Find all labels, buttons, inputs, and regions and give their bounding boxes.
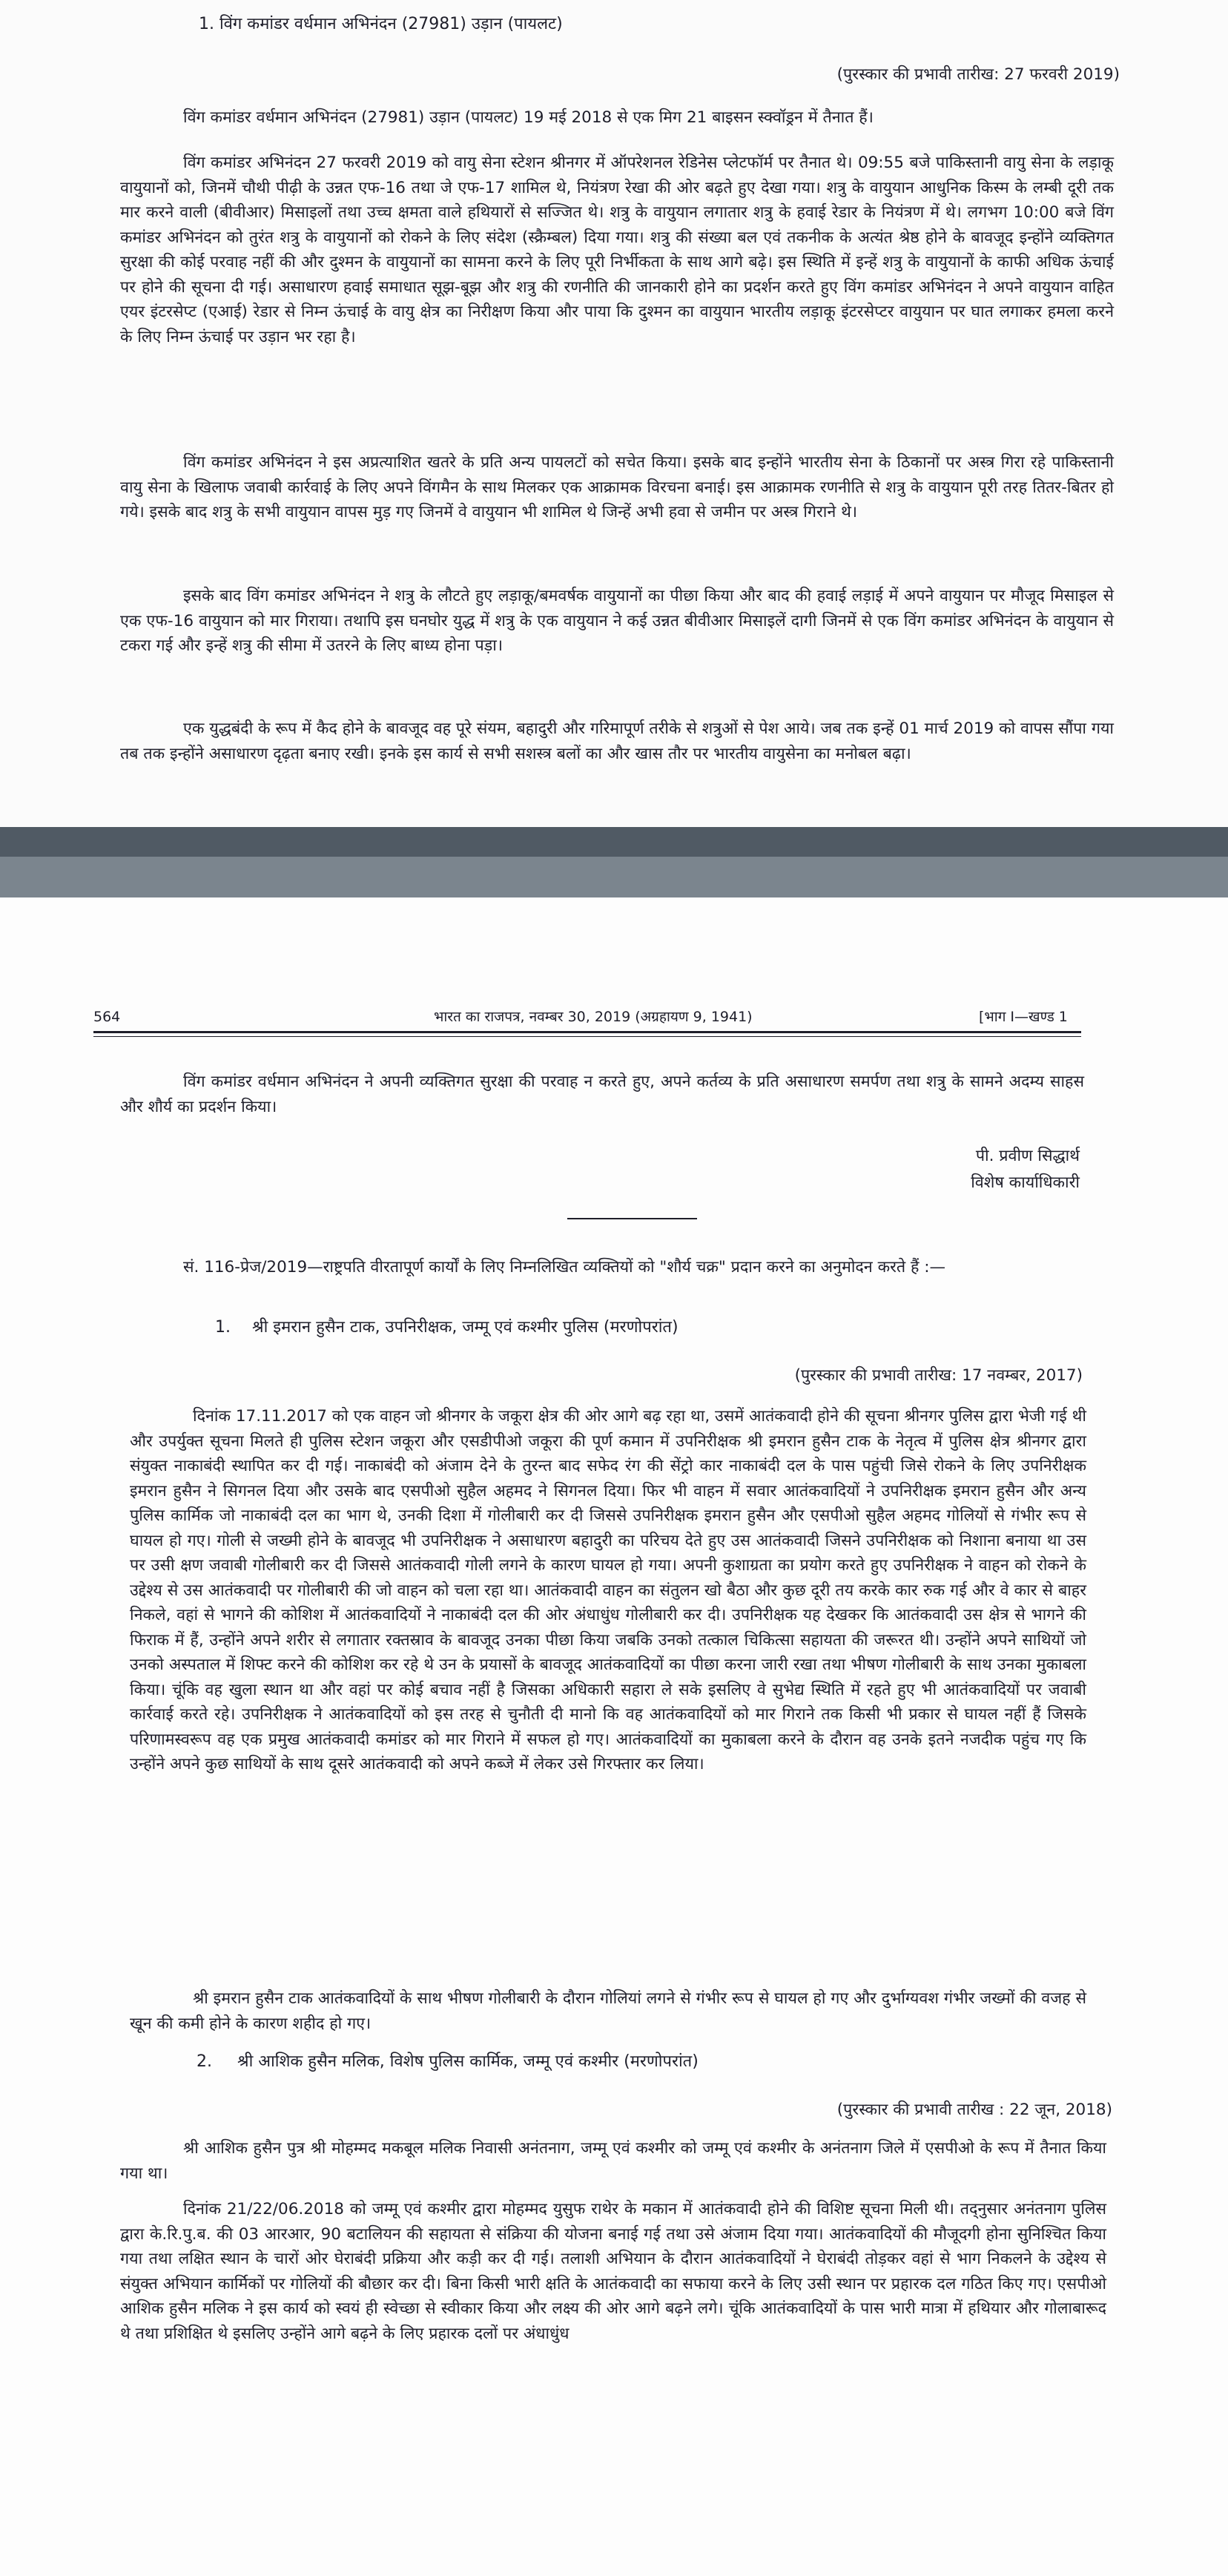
paragraph: इसके बाद विंग कमांडर अभिनंदन ने शत्रु के लौटते हुए लड़ाकू/बमवर्षक वायुयानों का पीछा किया और बाद की हवाई लड़ाई में अपने वायुयान पर मौजूद मिसाइल से एक एफ-16 वायुयान को मार गिराया। तथापि इस घनघोर युद्ध में शत्रु के एक वायुयान ने कई उन्नत बीवीआर मिसाइलें दागी जिनमें से एक विंग कमांडर अभिनंदन के वायुयान से टकरा गई और इन्हें शत्रु की सीमा में उतरने के लिए बाध्य होना पड़ा। <box>120 587 1114 655</box>
scan-edge <box>0 857 1228 901</box>
paragraph: विंग कमांडर अभिनंदन ने इस अप्रत्याशित खतरे के प्रति अन्य पायलटों को सचेत किया। इसके बाद इन्होंने भारतीय सेना के ठिकानों पर अस्त्र गिरा रहे पाकिस्तानी वायु सेना के खिलाफ जवाबी कार्रवाई के लिए अपने विंगमैन के साथ मिलकर एक आक्रामक विरचना बनाई। इस आक्रामक रणनीति से शत्रु के वायुयान पूरी तरह तितर-बितर हो गये। इसके बाद शत्रु के सभी वायुयान वापस मुड़ गए जिनमें वे वायुयान भी शामिल थे जिन्हें अभी हवा से जमीन पर अस्त्र गिराने थे। <box>120 453 1114 521</box>
paragraph: श्री इमरान हुसैन टाक आतंकवादियों के साथ भीषण गोलीबारी के दौरान गोलियां लगने से गंभीर रूप से घायल हो गए और दुर्भाग्यवश गंभीर जख्मों की वजह से खून की कमी होने के कारण शहीद हो गए। <box>130 1989 1086 2033</box>
effective-date: (पुरस्कार की प्रभावी तारीख: 27 फरवरी 2019) <box>836 65 1120 84</box>
paragraph: विंग कमांडर अभिनंदन 27 फरवरी 2019 को वायु सेना स्टेशन श्रीनगर में ऑपरेशनल रेडिनेस प्लेटफॉर्म पर तैनात थे। 09:55 बजे पाकिस्तानी वायु सेना के लड़ाकू वायुयानों को, जिनमें चौथी पीढ़ी के उन्नत एफ-16 तथा जे एफ-17 शामिल थे, नियंत्रण रेखा की ओर बढ़ते हुए देखा गया। शत्रु के वायुयान आधुनिक किस्म के लम्बी दूरी तक मार करने वाली (बीवीआर) मिसाइलों तथा उच्च क्षमता वाले हथियारों से सज्जित थे। शत्रु के वायुयान लगातार शत्रु के हवाई रेडार के नियंत्रण में थे। लगभग 10:00 बजे विंग कमांडर अभिनंदन को तुरंत शत्रु के वायुयानों को रोकने के लिए संदेश (स्क्रैम्बल) दिया गया। शत्रु की संख्या बल एवं तकनीक के अत्यंत श्रेष्ठ होने के बावजूद इन्होंने व्यक्तिगत सुरक्षा की कोई परवाह नहीं की और दुश्मन के वायुयानों का सामना करने के लिए पूरी निर्भीकता के साथ आगे बढ़े। इस स्थिति में इन्हें शत्रु के वायुयानों के काफी अधिक ऊंचाई पर होने की सूचना दी गई। असाधारण हवाई समाधात सूझ-बूझ और शत्रु की रणनीति की जानकारी होने का प्रदर्शन करते हुए विंग कमांडर अभिनंदन ने अपने वायुयान वाहित एयर इंटरसेप्ट (एआई) रेडार से निम्न ऊंचाई के वायु क्षेत्र का निरीक्षण किया और पाया कि दुश्मन का वायुयान भारतीय लड़ाकू इंटरसेप्टर वायुयान पर घात लगाकर हमला करने के लिए निम्न ऊंचाई पर उड़ान भर रहा है। <box>120 154 1114 346</box>
effective-date: (पुरस्कार की प्रभावी तारीख: 17 नवम्बर, 2017) <box>794 1366 1083 1385</box>
gazette-page-1 <box>0 0 1228 827</box>
award-item-heading: श्री आशिक हुसैन मलिक, विशेष पुलिस कार्मिक, जम्मू एवं कश्मीर (मरणोपरांत) <box>237 2052 699 2071</box>
effective-date: (पुरस्कार की प्रभावी तारीख : 22 जून, 2018) <box>836 2101 1112 2119</box>
gazette-part: [भाग I—खण्ड 1 <box>979 1009 1068 1025</box>
paragraph: विंग कमांडर वर्धमान अभिनंदन (27981) उड़ान (पायलट) 19 मई 2018 से एक मिग 21 बाइसन स्क्वॉड्रन में तैनात हैं। <box>183 108 874 127</box>
award-item-number: 2. <box>197 2052 212 2071</box>
scan-separator <box>0 827 1228 901</box>
gazette-title: भारत का राजपत्र, नवम्बर 30, 2019 (अग्रहायण 9, 1941) <box>434 1009 753 1025</box>
paragraph: श्री आशिक हुसैन पुत्र श्री मोहम्मद मकबूल मलिक निवासी अनंतनाग, जम्मू एवं कश्मीर को जम्मू एवं कश्मीर के अनंतनाग जिले में एसपीओ के रूप में तैनात किया गया था। <box>120 2139 1106 2183</box>
page-number: 564 <box>93 1009 121 1025</box>
header-rule-thin <box>93 1036 1081 1037</box>
gazette-page-2 <box>0 897 1228 2576</box>
signatory-designation: विशेष कार्याधिकारी <box>971 1173 1080 1192</box>
award-item-number: 1. <box>215 1318 231 1337</box>
paragraph: विंग कमांडर वर्धमान अभिनंदन ने अपनी व्यक्तिगत सुरक्षा की परवाह न करते हुए, अपने कर्तव्य के प्रति असाधारण समर्पण तथा शत्रु के सामने अदम्य साहस और शौर्य का प्रदर्शन किया। <box>120 1073 1084 1116</box>
paragraph: दिनांक 21/22/06.2018 को जम्मू एवं कश्मीर द्वारा मोहम्मद युसुफ राथेर के मकान में आतंकवादी होने की विशिष्ट सूचना मिली थी। तद्नुसार अनंतनाग पुलिस द्वारा के.रि.पु.ब. की 03 आरआर, 90 बटालियन की सहायता से संक्रिया की योजना बनाई गई तथा उसे अंजाम दिया गया। आतंकवादियों की मौजूदगी होना सुनिश्चित किया गया तथा लक्षित स्थान के चारों ओर घेराबंदी प्रक्रिया और कड़ी कर दी गई। तलाशी अभियान के दौरान आतंकवादियों ने घेराबंदी तोड़कर वहां से भाग निकलने के उद्देश्य से संयुक्त अभियान कार्मिकों पर गोलियों की बौछार कर दी। बिना किसी भारी क्षति के आतंकवादी का सफाया करने के लिए उसी स्थान पर प्रहारक दल गठित किए गए। एसपीओ आशिक हुसैन मलिक ने इस कार्य को स्वयं ही स्वेच्छा से स्वीकार किया और लक्ष्य की ओर आगे बढ़ने लगे। चूंकि आतंकवादियों के पास भारी मात्रा में हथियार और गोलाबारूद थे तथा प्रशिक्षित थे इसलिए उन्होंने आगे बढ़ने के लिए प्रहारक दलों पर अंधाधुंध <box>120 2200 1106 2343</box>
signatory-name: पी. प्रवीण सिद्धार्थ <box>975 1147 1080 1165</box>
award-item-heading: 1. विंग कमांडर वर्धमान अभिनंदन (27981) उड़ान (पायलट) <box>199 15 563 33</box>
header-rule <box>93 1031 1081 1033</box>
award-item-heading: श्री इमरान हुसैन टाक, उपनिरीक्षक, जम्मू एवं कश्मीर पुलिस (मरणोपरांत) <box>252 1318 679 1337</box>
notification-text: सं. 116-प्रेज/2019—राष्ट्रपति वीरतापूर्ण कार्यों के लिए निम्नलिखित व्यक्तियों को "शौर्य चक्र" प्रदान करने का अनुमोदन करते हैं :— <box>183 1258 945 1277</box>
paragraph: एक युद्धबंदी के रूप में कैद होने के बावजूद वह पूरे संयम, बहादुरी और गरिमापूर्ण तरीके से शत्रुओं से पेश आये। जब तक इन्हें 01 मार्च 2019 को वापस सौंपा गया तब तक इन्होंने असाधारण दृढ़ता बनाए रखी। इनके इस कार्य से सभी सशस्त्र बलों का और खास तौर पर भारतीय वायुसेना का मनोबल बढ़ा। <box>120 719 1114 763</box>
section-divider <box>567 1218 697 1219</box>
paragraph: दिनांक 17.11.2017 को एक वाहन जो श्रीनगर के जकूरा क्षेत्र की ओर आगे बढ़ रहा था, उसमें आतंकवादी होने की सूचना श्रीनगर पुलिस द्वारा भेजी गई थी और उपर्युक्त सूचना मिलते ही पुलिस स्टेशन जकूरा और एसडीपीओ जकूरा की पूर्ण कमान में उपनिरीक्षक श्री इमरान हुसैन टाक के नेतृत्व में पुलिस क्षेत्र श्रीनगर द्वारा संयुक्त नाकाबंदी स्थापित कर दी गई। नाकाबंदी को अंजाम देने के तुरन्त बाद सफेद रंग की सेंट्रो कार नाकाबंदी दल के पास पहुंची जिसे रोकने के लिए उपनिरीक्षक इमरान हुसैन ने सिगनल दिया और उसके बाद एसपीओ सुहैल अहमद ने सिगनल दिया। फिर भी वाहन में सवार आतंकवादियों ने उपनिरीक्षक इमरान हुसैन और अन्य पुलिस कार्मिक जो नाकाबंदी दल का भाग थे, उनकी दिशा में गोलीबारी कर दी जिससे उपनिरीक्षक इमरान हुसैन और एसपीओ सुहैल अहमद गोलियों से गंभीर रूप से घायल हो गए। गोली से जख्मी होने के बावजूद भी उपनिरीक्षक ने असाधारण बहादुरी का परिचय देते हुए उस आतंकवादी जिसने उपनिरीक्षक को निशाना बनाया था उस पर उसी क्षण जवाबी गोलीबारी कर दी जिससे आतंकवादी गोली लगने के कारण घायल हो गया। अपनी कुशाग्रता का प्रयोग करते हुए उपनिरीक्षक ने वाहन को रोकने के उद्देश्य से उस आतंकवादी पर गोलीबारी की जो वाहन को चला रहा था। आतंकवादी वाहन का संतुलन खो बैठा और कुछ दूरी तय करके कार रुक गई और वे कार से बाहर निकले, वहां से भागने की कोशिश में आतंकवादियों ने नाकाबंदी दल की ओर अंधाधुंध गोलीबारी कर दी। उपनिरीक्षक यह देखकर कि आतंकवादी उस क्षेत्र से भागने की फिराक में हैं, उन्होंने अपने शरीर से लगातार रक्तस्राव के बावजूद उनका पीछा किया जबकि उनको तत्काल चिकित्सा सहायता की जरूरत थी। उन्होंने अपने साथियों जो उनको अस्पताल में शिफ्ट करने की कोशिश कर रहे थे उन के प्रयासों के बावजूद आतंकवादियों का पीछा करना जारी रखा तथा भीषण गोलीबारी के साथ उनका मुकाबला किया। चूंकि वह खुला स्थान था और वहां पर कोई बचाव नहीं है जिसका अधिकारी सहारा ले सके इसलिए वे सुभेद्य स्थिति में रहते हुए भी आतंकवादियों पर जवाबी कार्रवाई करते रहे। उपनिरीक्षक ने आतंकवादियों को इस तरह से चुनौती दी मानो कि वह आतंकवादियों को मार गिराने तक किसी भी प्रकार से घायल नहीं हैं जिसके परिणामस्वरूप वह एक प्रमुख आतंकवादी कमांडर को मार गिराने में सफल हो गए। आतंकवादियों का मुकाबला करने के दौरान वह उनके इतने नजदीक पहुंच गए कि उन्होंने अपने कुछ साथियों के साथ दूसरे आतंकवादी को अपने कब्जे में लेकर उसे गिरफ्तार कर लिया। <box>130 1407 1086 1773</box>
